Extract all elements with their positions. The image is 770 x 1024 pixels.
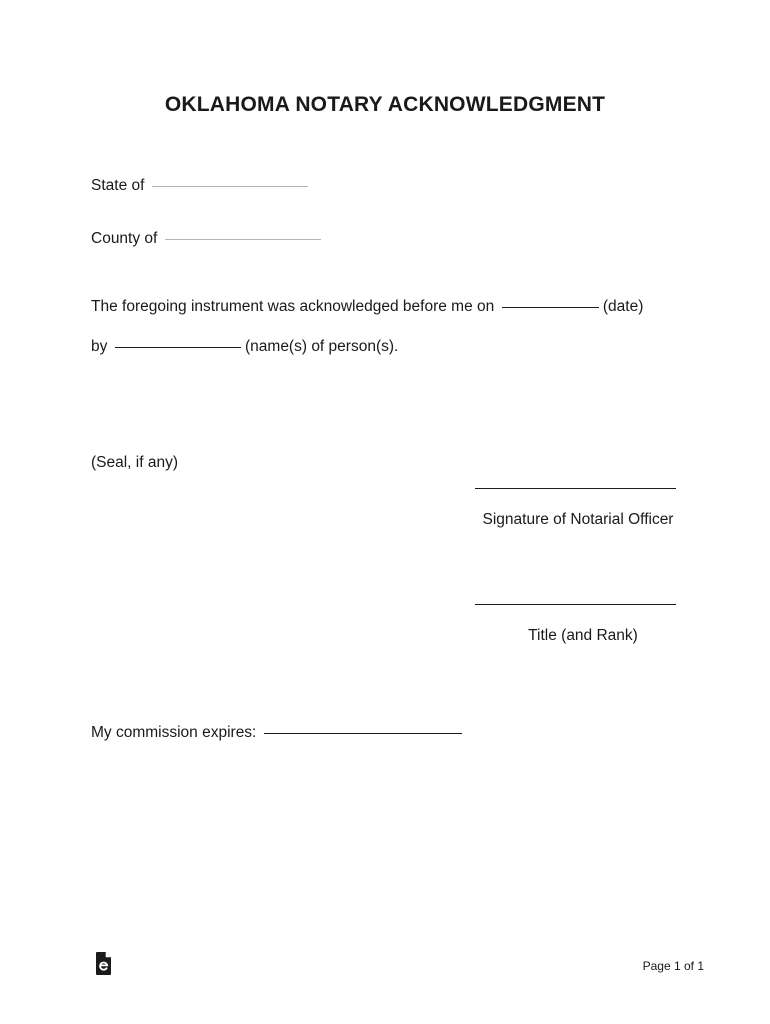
commission-field[interactable] — [264, 733, 462, 734]
by-label: by — [91, 338, 108, 355]
acknowledgment-text: The foregoing instrument was acknowledged before me on — [91, 298, 495, 315]
date-suffix: (date) — [602, 298, 644, 315]
commission-line — [91, 724, 462, 742]
state-field[interactable] — [152, 186, 308, 187]
county-field[interactable] — [165, 239, 321, 240]
signature-field[interactable] — [475, 488, 676, 489]
persons-line — [91, 338, 398, 356]
title-rank-field[interactable] — [475, 604, 676, 605]
page-number: Page 1 of 1 — [642, 959, 704, 973]
signature-label: Signature of Notarial Officer — [482, 511, 674, 528]
persons-field[interactable] — [115, 347, 241, 348]
state-line — [91, 177, 308, 195]
title-rank-label: Title (and Rank) — [528, 627, 638, 644]
acknowledgment-line — [91, 298, 643, 316]
persons-suffix: (name(s) of person(s). — [245, 338, 399, 355]
document-e-icon — [95, 951, 112, 976]
seal-label: (Seal, if any) — [91, 454, 179, 471]
county-line — [91, 230, 321, 248]
document-title: OKLAHOMA NOTARY ACKNOWLEDGMENT — [164, 93, 606, 116]
commission-label: My commission expires: — [91, 724, 257, 741]
state-label: State of — [91, 177, 145, 194]
date-field[interactable] — [502, 307, 599, 308]
county-label: County of — [91, 230, 158, 247]
